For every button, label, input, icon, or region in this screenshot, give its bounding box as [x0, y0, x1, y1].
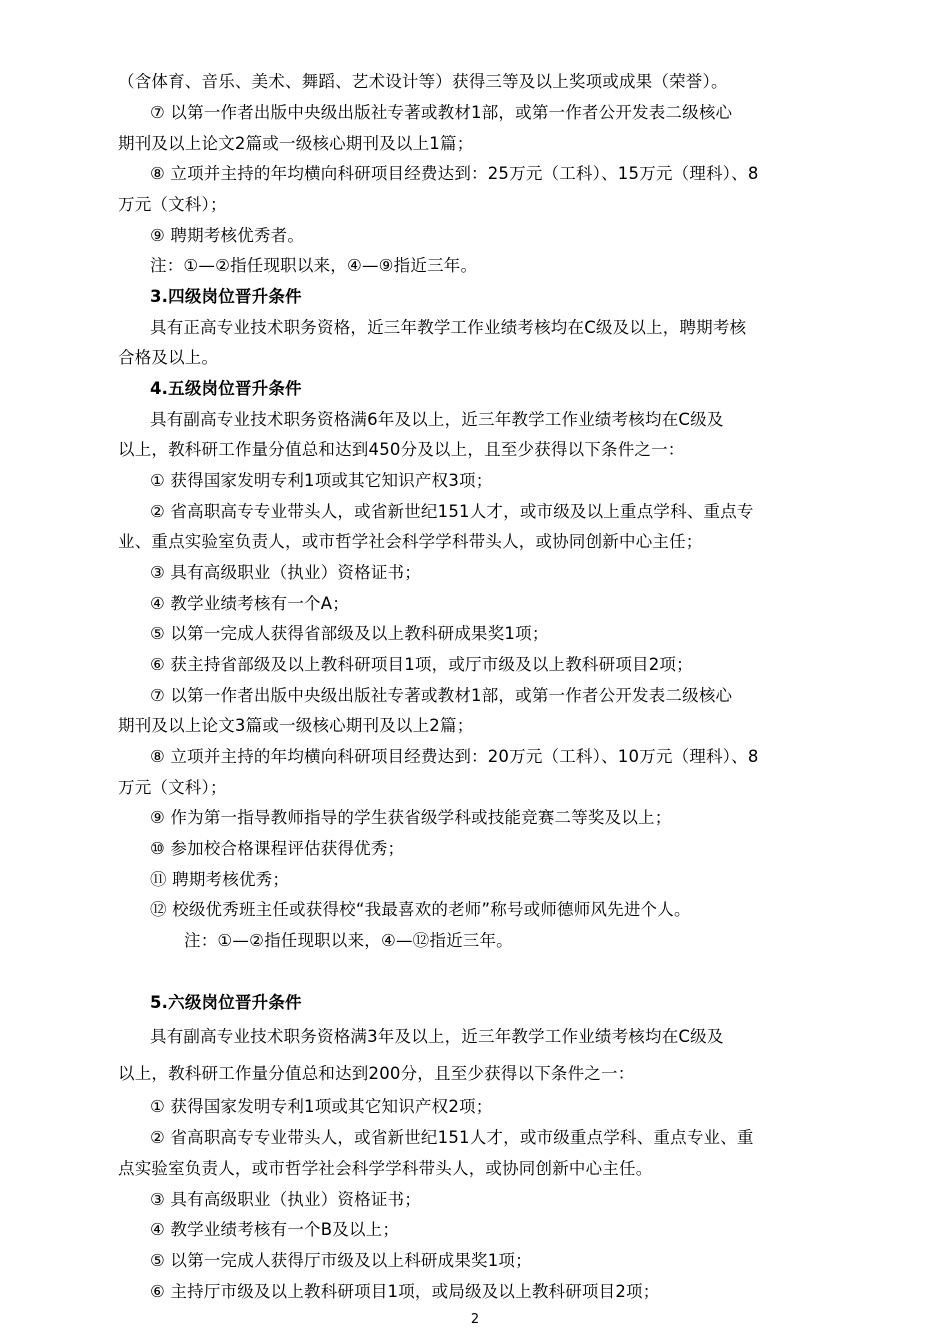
text-line: 具有副高专业技术职务资格满6年及以上，近三年教学工作业绩考核均在C级及 [150, 410, 724, 429]
text-line: 期刊及以上论文3篇或一级核心期刊及以上2篇； [118, 716, 474, 735]
section-heading: 3.四级岗位晋升条件 [150, 287, 302, 306]
list-item: ③ 具有高级职业（执业）资格证书； [150, 563, 421, 582]
text-line: 万元（文科）； [118, 778, 227, 797]
text-line: 期刊及以上论文2篇或一级核心期刊及以上1篇； [118, 134, 474, 153]
text-line: 点实验室负责人，或市哲学社会科学学科带头人，或协同创新中心主任。 [118, 1159, 653, 1178]
text-line: 万元（文科）； [118, 195, 227, 214]
text-line: 具有副高专业技术职务资格满3年及以上，近三年教学工作业绩考核均在C级及 [150, 1027, 724, 1046]
page-number: 2 [470, 1312, 480, 1327]
text-line: 业、重点实验室负责人，或市哲学社会科学学科带头人，或协同创新中心主任； [118, 532, 703, 551]
list-item: ⑫ 校级优秀班主任或获得校“我最喜欢的老师”称号或师德师风先进个人。 [150, 900, 691, 919]
list-item: ⑨ 作为第一指导教师指导的学生获省级学科或技能竞赛二等奖及以上； [150, 808, 672, 827]
list-item: ④ 教学业绩考核有一个A； [150, 594, 349, 613]
list-item: ⑤ 以第一完成人获得厅市级及以上科研成果奖1项； [150, 1251, 532, 1270]
list-item: ② 省高职高专专业带头人，或省新世纪151人才，或市级重点学科、重点专业、重 [150, 1128, 754, 1147]
text-line: ⑧ 立项并主持的年均横向科研项目经费达到：25万元（工科）、15万元（理科）、8 [150, 164, 759, 183]
note-line: 注：①—②指任现职以来，④—⑫指近三年。 [184, 931, 513, 950]
list-item: ⑥ 主持厅市级及以上教科研项目1项，或局级及以上教科研项目2项； [150, 1282, 660, 1301]
list-item: ② 省高职高专专业带头人，或省新世纪151人才，或市级及以上重点学科、重点专 [150, 502, 754, 521]
list-item: ① 获得国家发明专利1项或其它知识产权3项； [150, 471, 493, 490]
list-item: ⑪ 聘期考核优秀； [150, 870, 290, 889]
list-item: ⑧ 立项并主持的年均横向科研项目经费达到：20万元（工科）、10万元（理科）、8 [150, 747, 759, 766]
text-line: 合格及以上。 [118, 348, 219, 367]
list-item: ④ 教学业绩考核有一个B及以上； [150, 1220, 400, 1239]
list-item: ⑦ 以第一作者出版中央级出版社专著或教材1部，或第一作者公开发表二级核心 [150, 686, 733, 705]
list-item: ⑤ 以第一完成人获得省部级及以上教科研成果奖1项； [150, 624, 549, 643]
list-item: ① 获得国家发明专利1项或其它知识产权2项； [150, 1097, 493, 1116]
text-line: 以上，教科研工作量分值总和达到450分及以上，且至少获得以下条件之一： [118, 440, 685, 459]
note-line: 注：①—②指任现职以来，④—⑨指近三年。 [150, 256, 478, 275]
list-item: ⑥ 获主持省部级及以上教科研项目1项，或厅市级及以上教科研项目2项； [150, 655, 693, 674]
section-heading: 5.六级岗位晋升条件 [150, 993, 302, 1012]
text-line: 具有正高专业技术职务资格，近三年教学工作业绩考核均在C级及以上，聘期考核 [150, 318, 747, 337]
text-line: 以上，教科研工作量分值总和达到200分，且至少获得以下条件之一： [118, 1064, 635, 1083]
list-item: ③ 具有高级职业（执业）资格证书； [150, 1190, 421, 1209]
text-line: ⑦ 以第一作者出版中央级出版社专著或教材1部，或第一作者公开发表二级核心 [150, 103, 733, 122]
text-line: ⑨ 聘期考核优秀者。 [150, 226, 305, 245]
section-heading: 4.五级岗位晋升条件 [150, 379, 302, 398]
text-line: （含体育、音乐、美术、舞蹈、艺术设计等）获得三等及以上奖项或成果（荣誉）。 [118, 72, 728, 91]
list-item: ⑩ 参加校合格课程评估获得优秀； [150, 839, 405, 858]
